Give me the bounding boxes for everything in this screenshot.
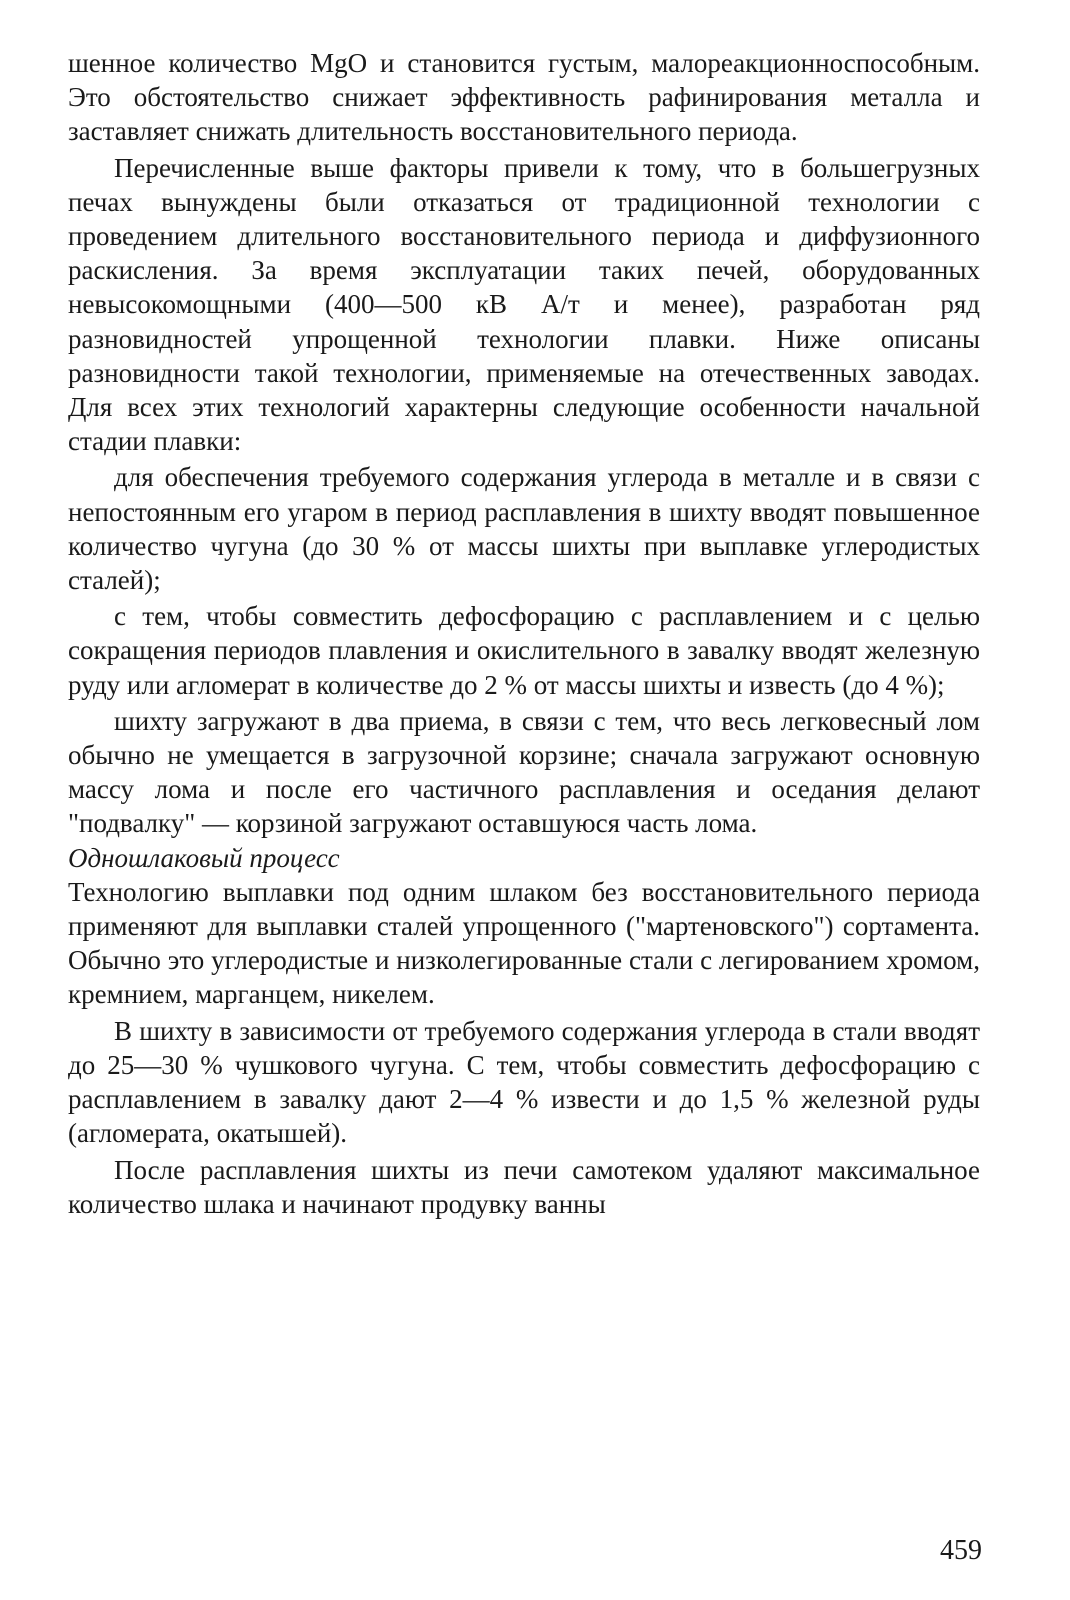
paragraph-4: с тем, чтобы совместить дефосфорацию с расплавлением и с целью сокращения периодов плавления и окислительного в завалку вводят железную руду или агломерат в количестве до 2 % от массы шихты и известь (до 4 %); [68, 601, 980, 700]
paragraph-8: После расплавления шихты из печи самотеком удаляют максимальное количество шлака и начинают продувку ванны [68, 1154, 980, 1219]
paragraph-1: шенное количество MgO и становится густым, малореакционноспособным. Это обстоятельство снижает эффективность рафинирования металла и заставляет снижать длительность восстановительного периода. [68, 48, 980, 147]
paragraph-6: Технологию выплавки под одним шлаком без восстановительного периода применяют для выплавки сталей упрощенного ("мартеновского") сортамента. Обычно это углеродистые и низколегированные стали с легированием хромом, кремнием, марганцем, никелем. [68, 876, 980, 1010]
page-number: 459 [940, 1535, 982, 1566]
paragraph-5: шихту загружают в два приема, в связи с тем, что весь легковесный лом обычно не умещается в загрузочной корзине; сначала загружают основную массу лома и после его частичного расплавления и оседания делают "подвалку" — корзиной загружают оставшуюся часть лома. [68, 705, 980, 839]
paragraph-3: для обеспечения требуемого содержания углерода в металле и в связи с непостоянным его угаром в период расплавления в шихту вводят повышенное количество чугуна (до 30 % от массы шихты при выплавке углеродистых сталей); [68, 462, 980, 596]
section-heading: Одношлаковый процесс [68, 842, 340, 873]
paragraph-2: Перечисленные выше факторы привели к тому, что в большегрузных печах вынуждены были отказаться от традиционной технологии с проведением длительного восстановительного периода и диффузионного раскисления. За время эксплуатации таких печей, оборудованных невысокомощными (400—500 кВ А/т и менее), разработан ряд разновидностей упрощенной технологии плавки. Ниже описаны разновидности такой технологии, применяемые на отечественных заводах. Для всех этих технологий характерны следующие особенности начальной стадии плавки: [68, 152, 980, 457]
page-body [68, 46, 980, 1221]
paragraph-7: В шихту в зависимости от требуемого содержания углерода в стали вводят до 25—30 % чушкового чугуна. С тем, чтобы совместить дефосфорацию с расплавлением в завалку дают 2—4 % извести и до 1,5 % железной руды (агломерата, окатышей). [68, 1015, 980, 1149]
